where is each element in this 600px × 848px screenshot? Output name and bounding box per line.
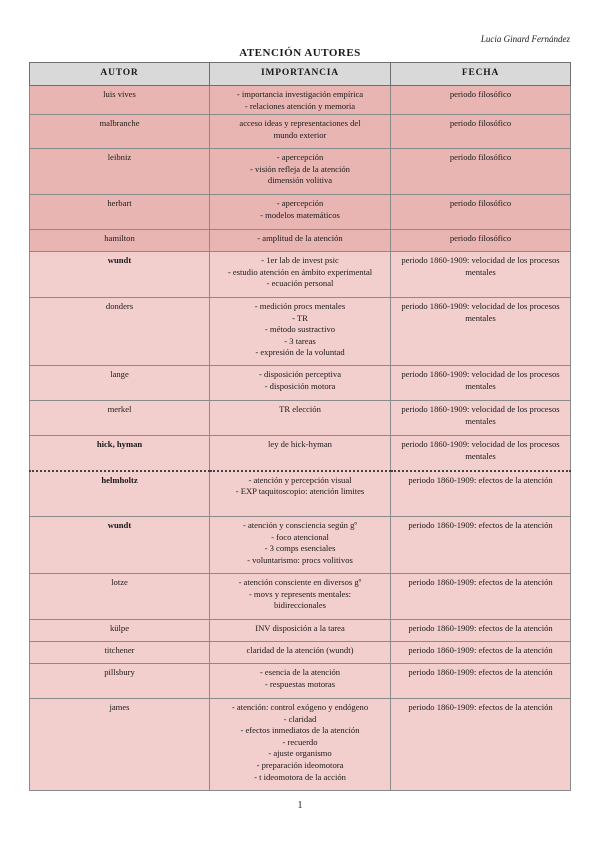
column-header-importancia: IMPORTANCIA: [210, 63, 391, 86]
cell-autor: leibniz: [30, 149, 210, 195]
cell-importancia: [210, 86, 391, 115]
table-row: [30, 195, 571, 230]
table-row: [30, 298, 571, 366]
cell-autor: helmholtz: [30, 471, 210, 517]
cell-fecha: periodo 1860-1909: velocidad de los procesos mentales: [391, 401, 571, 436]
importancia-line: - preparación ideomotora: [256, 759, 344, 770]
table-row: [30, 252, 571, 298]
importancia-line: - atención y consciencia según gº: [242, 520, 358, 530]
importancia-line: - amplitud de la atención: [257, 233, 343, 243]
importancia-line: - apercepción: [276, 198, 324, 208]
cell-autor: wundt: [30, 252, 210, 298]
cell-importancia: [210, 366, 391, 401]
cell-autor: pillsbury: [30, 664, 210, 699]
cell-autor: lange: [30, 366, 210, 401]
table-row: [30, 664, 571, 699]
importancia-line: - disposición motora: [264, 380, 336, 391]
importancia-line: - estudio atención en ámbito experimental: [227, 266, 373, 277]
cell-importancia: [210, 115, 391, 149]
cell-importancia: [210, 401, 391, 436]
table-row: [30, 115, 571, 149]
cell-importancia: [210, 642, 391, 664]
cell-autor: hick, hyman: [30, 436, 210, 471]
cell-fecha: periodo 1860-1909: efectos de la atención: [391, 664, 571, 699]
importancia-line: - medición procs mentales: [254, 301, 346, 311]
table-row: [30, 642, 571, 664]
importancia-line: - expresión de la voluntad: [255, 347, 345, 358]
importancia-line: - ajuste organismo: [268, 748, 332, 759]
table-row: [30, 401, 571, 436]
importancia-line: - apercepción: [276, 152, 324, 162]
table-row: [30, 517, 571, 574]
importancia-line: TR elección: [279, 404, 321, 414]
cell-fecha: periodo filosófico: [391, 86, 571, 115]
page-number: 1: [297, 800, 303, 811]
cell-fecha: periodo filosófico: [391, 115, 571, 149]
importancia-line: - atención consciente en diversos gº: [238, 577, 362, 587]
table-body: [30, 86, 571, 791]
cell-fecha: periodo 1860-1909: efectos de la atención: [391, 620, 571, 642]
table-row: [30, 230, 571, 252]
importancia-line: - visión refleja de la atención: [250, 163, 350, 174]
authors-table: [29, 62, 571, 791]
table-row: [30, 86, 571, 115]
importancia-line: - modelos matemáticos: [260, 209, 340, 220]
cell-importancia: [210, 517, 391, 574]
importancia-line: INV disposición a la tarea: [255, 623, 345, 633]
column-header-autor: AUTOR: [30, 63, 210, 86]
importancia-line: - foco atencional: [271, 531, 329, 542]
cell-autor: hamilton: [30, 230, 210, 252]
importancia-line: - ecuación personal: [266, 278, 334, 289]
importancia-line: - respuestas motoras: [264, 678, 336, 689]
table-row: [30, 471, 571, 517]
document-author: Lucia Ginard Fernández: [480, 34, 570, 44]
table-row: [30, 149, 571, 195]
cell-autor: titchener: [30, 642, 210, 664]
importancia-line: - 3 tareas: [284, 335, 316, 346]
importancia-line: bidireccionales: [273, 600, 327, 611]
cell-importancia: [210, 252, 391, 298]
importancia-line: mundo exterior: [273, 129, 327, 140]
cell-autor: luis vives: [30, 86, 210, 115]
cell-importancia: [210, 471, 391, 517]
cell-fecha: periodo 1860-1909: velocidad de los procesos mentales: [391, 252, 571, 298]
table-row: [30, 620, 571, 642]
importancia-line: - efectos inmediatos de la atención: [240, 725, 360, 736]
cell-importancia: [210, 699, 391, 791]
importancia-line: - claridad: [283, 713, 317, 724]
cell-fecha: periodo 1860-1909: efectos de la atención: [391, 471, 571, 517]
importancia-line: ley de hick-hyman: [268, 439, 332, 449]
importancia-line: - TR: [292, 312, 308, 323]
cell-importancia: [210, 230, 391, 252]
cell-fecha: periodo filosófico: [391, 230, 571, 252]
cell-fecha: periodo filosófico: [391, 195, 571, 230]
importancia-line: - movs y represents mentales:: [248, 588, 352, 599]
importancia-line: - recuerdo: [282, 736, 318, 747]
cell-fecha: periodo 1860-1909: velocidad de los procesos mentales: [391, 436, 571, 471]
importancia-line: - 1er lab de invest psic: [261, 255, 339, 265]
table-row: [30, 366, 571, 401]
cell-importancia: [210, 574, 391, 620]
importancia-line: - atención: control exógeno y endógeno: [231, 702, 369, 712]
importancia-line: acceso ideas y representaciones del: [239, 118, 361, 128]
cell-autor: lotze: [30, 574, 210, 620]
cell-importancia: [210, 298, 391, 366]
cell-fecha: periodo 1860-1909: efectos de la atención: [391, 574, 571, 620]
importancia-line: claridad de la atención (wundt): [246, 645, 354, 655]
importancia-line: - atención y percepción visual: [248, 474, 352, 485]
importancia-line: dimensión volitiva: [267, 175, 333, 186]
cell-importancia: [210, 436, 391, 471]
table-header-row: [30, 63, 571, 86]
cell-fecha: periodo 1860-1909: efectos de la atención: [391, 517, 571, 574]
column-header-fecha: FECHA: [391, 63, 571, 86]
table-row: [30, 436, 571, 471]
cell-autor: james: [30, 699, 210, 791]
cell-fecha: periodo 1860-1909: efectos de la atención: [391, 699, 571, 791]
importancia-line: - EXP taquitoscopio: atención limites: [235, 486, 365, 497]
document-title: ATENCIÓN AUTORES: [239, 47, 361, 59]
cell-autor: malbranche: [30, 115, 210, 149]
cell-autor: merkel: [30, 401, 210, 436]
table-row: [30, 574, 571, 620]
cell-autor: külpe: [30, 620, 210, 642]
table-row: [30, 699, 571, 791]
cell-importancia: [210, 149, 391, 195]
cell-fecha: periodo 1860-1909: velocidad de los procesos mentales: [391, 366, 571, 401]
importancia-line: - importancia investigación empírica: [236, 89, 364, 99]
cell-fecha: periodo filosófico: [391, 149, 571, 195]
importancia-line: - voluntarismo: procs volitivos: [247, 554, 353, 565]
cell-autor: herbart: [30, 195, 210, 230]
importancia-line: - relaciones atención y memoria: [244, 100, 356, 111]
cell-fecha: periodo 1860-1909: efectos de la atención: [391, 642, 571, 664]
importancia-line: - 3 comps esenciales: [264, 543, 336, 554]
cell-fecha: periodo 1860-1909: velocidad de los procesos mentales: [391, 298, 571, 366]
cell-autor: donders: [30, 298, 210, 366]
importancia-line: - esencia de la atención: [259, 667, 341, 677]
cell-autor: wundt: [30, 517, 210, 574]
cell-importancia: [210, 620, 391, 642]
importancia-line: - t ideomotora de la acción: [254, 771, 346, 782]
importancia-line: - método sustractivo: [264, 324, 336, 335]
cell-importancia: [210, 195, 391, 230]
cell-importancia: [210, 664, 391, 699]
importancia-line: - disposición perceptiva: [258, 369, 342, 379]
